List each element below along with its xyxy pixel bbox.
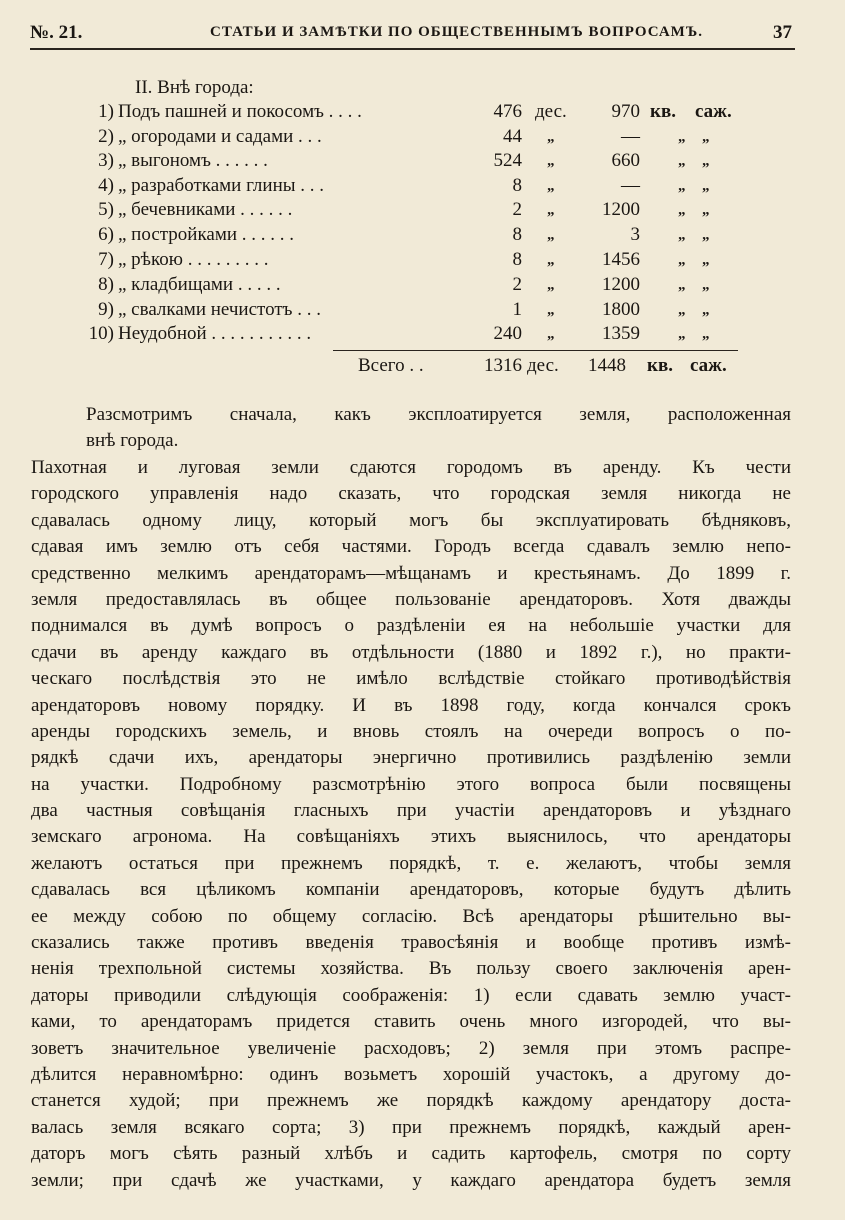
row-label: „ выгономъ . . . . . . bbox=[118, 150, 268, 171]
issue-number: №. 21. bbox=[30, 22, 83, 43]
row-des: 8 bbox=[512, 249, 522, 270]
total-des: 1316 bbox=[484, 355, 522, 376]
row-unit-kv: „ bbox=[678, 227, 686, 243]
row-des: 240 bbox=[493, 323, 522, 344]
row-label: Неудобной . . . . . . . . . . . bbox=[118, 323, 312, 344]
row-des: 2 bbox=[512, 274, 522, 295]
text-line: городского управленія надо сказать, что городская земля никогда не bbox=[31, 483, 791, 505]
row-index: 4) bbox=[98, 175, 114, 196]
running-header bbox=[30, 22, 792, 46]
row-index: 6) bbox=[98, 224, 114, 245]
row-unit-des: дес. bbox=[535, 101, 567, 122]
row-unit-kv: „ bbox=[678, 178, 686, 194]
row-unit-sazh: „ bbox=[702, 252, 710, 268]
total-sq: 1448 bbox=[588, 355, 626, 376]
text-line: сдавая имъ землю отъ себя частями. Городъ всегда сдавалъ землю непо- bbox=[31, 536, 791, 558]
row-unit-kv: „ bbox=[678, 302, 686, 318]
row-unit-kv: „ bbox=[678, 202, 686, 218]
text-line: сдачи въ аренду каждаго въ отдѣльности (1880 и 1892 г.), но практи- bbox=[31, 641, 791, 663]
row-unit-des: „ bbox=[547, 202, 555, 218]
row-index: 2) bbox=[98, 126, 114, 147]
row-index: 1) bbox=[98, 101, 114, 122]
row-index: 5) bbox=[98, 199, 114, 220]
row-sq: 1800 bbox=[602, 299, 640, 320]
row-unit-sazh: „ bbox=[702, 178, 710, 194]
table-row bbox=[0, 323, 845, 347]
total-rule bbox=[333, 350, 738, 351]
row-unit-sazh: „ bbox=[702, 202, 710, 218]
row-sq: 3 bbox=[630, 224, 640, 245]
table-row bbox=[0, 299, 845, 323]
row-index: 7) bbox=[98, 249, 114, 270]
text-line: даторы приводили слѣдующія соображенія: 1) если сдавать землю участ- bbox=[31, 984, 791, 1006]
table-row bbox=[0, 274, 845, 298]
text-line: ческаго послѣдствія это не имѣло вслѣдствіе стойкаго противодѣйствія bbox=[31, 668, 791, 690]
text-line: желаютъ остаться при прежнемъ порядкѣ, т. е. желаютъ, чтобы земля bbox=[31, 852, 791, 874]
text-line: аренды городскихъ земель, и вновь стоялъ на очереди вопросъ о по- bbox=[31, 720, 791, 742]
text-line: ненія трехпольной системы хозяйства. Въ пользу своего заключенія арен- bbox=[31, 958, 791, 980]
table-row bbox=[0, 126, 845, 150]
table-row bbox=[0, 150, 845, 174]
text-line: даторъ могъ сѣять разный хлѣбъ и садить картофель, смотря по сорту bbox=[31, 1143, 791, 1165]
text-line: Пахотная и луговая земли сдаются городомъ въ аренду. Къ чести bbox=[31, 457, 791, 478]
row-sq: 1200 bbox=[602, 199, 640, 220]
table-row bbox=[0, 249, 845, 273]
row-label: „ огородами и садами . . . bbox=[118, 126, 322, 147]
text-line: ее между собою по общему согласію. Всѣ арендаторы рѣшительно вы- bbox=[31, 905, 791, 927]
text-line: на участки. Подробному разсмотрѣнію этого вопроса были посвящены bbox=[31, 773, 791, 795]
row-unit-sazh: „ bbox=[702, 326, 710, 342]
row-sq: 970 bbox=[611, 101, 640, 122]
row-unit-des: „ bbox=[547, 277, 555, 293]
row-unit-sazh: „ bbox=[702, 277, 710, 293]
text-line: земля предоставлялась въ общее пользованіе арендаторовъ. Хотя дважды bbox=[31, 588, 791, 610]
text-line: сдавалась вся цѣликомъ компаніи арендаторовъ, которые будутъ дѣлить bbox=[31, 879, 791, 901]
paragraph-main bbox=[31, 455, 791, 1194]
text-line: валась земля всякаго сорта; 3) при прежнемъ порядкѣ, каждый арен- bbox=[31, 1116, 791, 1138]
row-label: „ разработками глины . . . bbox=[118, 175, 325, 196]
row-unit-sazh: „ bbox=[702, 153, 710, 169]
row-label: Подъ пашней и покосомъ . . . . bbox=[118, 101, 362, 122]
row-sq: — bbox=[621, 126, 640, 147]
row-des: 524 bbox=[493, 150, 522, 171]
table-row bbox=[0, 175, 845, 199]
row-unit-kv: „ bbox=[678, 153, 686, 169]
row-index: 3) bbox=[98, 150, 114, 171]
table-row bbox=[0, 199, 845, 223]
header-rule bbox=[30, 48, 795, 50]
row-label: „ постройками . . . . . . bbox=[118, 224, 295, 245]
page-number: 37 bbox=[773, 22, 792, 43]
row-index: 8) bbox=[98, 274, 114, 295]
row-unit-des: „ bbox=[547, 178, 555, 194]
row-sq: 1200 bbox=[602, 274, 640, 295]
text-line: дѣлится неравномѣрно: одинъ возьметъ хорошій участокъ, а другому до- bbox=[31, 1063, 791, 1085]
total-unit-sazh: саж. bbox=[690, 355, 727, 376]
row-des: 1 bbox=[512, 299, 522, 320]
text-line: станется худой; при прежнемъ же порядкѣ каждому арендатору доста- bbox=[31, 1090, 791, 1112]
row-unit-kv: „ bbox=[678, 129, 686, 145]
row-sq: 1359 bbox=[602, 323, 640, 344]
text-line: два частныя совѣщанія гласныхъ при участіи арендаторовъ и уѣзднаго bbox=[31, 800, 791, 822]
row-unit-kv: „ bbox=[678, 252, 686, 268]
row-unit-des: „ bbox=[547, 252, 555, 268]
text-line: внѣ города. bbox=[86, 430, 179, 452]
row-unit-kv: „ bbox=[678, 277, 686, 293]
row-unit-des: „ bbox=[547, 153, 555, 169]
row-unit-des: „ bbox=[547, 326, 555, 342]
row-unit-kv: кв. bbox=[650, 101, 676, 122]
text-line: рядкѣ сдачи ихъ, арендаторы энергично противились раздѣленію земли bbox=[31, 747, 791, 769]
table-total-row bbox=[0, 355, 845, 381]
row-des: 44 bbox=[503, 126, 522, 147]
row-unit-sazh: „ bbox=[702, 227, 710, 243]
row-des: 476 bbox=[493, 101, 522, 122]
text-line: арендаторовъ новому порядку. И въ 1898 году, когда кончался срокъ bbox=[31, 694, 791, 716]
row-label: „ рѣкою . . . . . . . . . bbox=[118, 249, 269, 270]
total-unit-des: дес. bbox=[527, 355, 559, 376]
row-des: 8 bbox=[512, 175, 522, 196]
row-unit-des: „ bbox=[547, 302, 555, 318]
paragraph-intro bbox=[86, 402, 791, 455]
table-row bbox=[0, 224, 845, 248]
total-unit-kv: кв. bbox=[647, 355, 673, 376]
row-des: 8 bbox=[512, 224, 522, 245]
row-label: „ свалками нечистотъ . . . bbox=[118, 299, 321, 320]
row-unit-des: „ bbox=[547, 227, 555, 243]
row-unit-des: „ bbox=[547, 129, 555, 145]
text-line: сказались также противъ введенія травосѣянія и вообще противъ измѣ- bbox=[31, 932, 791, 954]
text-line: земли; при сдачѣ же участками, у каждаго арендатора будетъ земля bbox=[31, 1169, 791, 1191]
total-label: Всего . . bbox=[358, 355, 424, 376]
row-index: 10) bbox=[88, 323, 114, 344]
section-title: СТАТЬИ И ЗАМѢТКИ ПО ОБЩЕСТВЕННЫМЪ ВОПРОСАМЪ. bbox=[210, 24, 704, 40]
text-line: поднимался въ думѣ вопросъ о раздѣленіи ея на небольшіе участки для bbox=[31, 615, 791, 637]
row-unit-sazh: „ bbox=[702, 129, 710, 145]
row-label: „ кладбищами . . . . . bbox=[118, 274, 281, 295]
row-index: 9) bbox=[98, 299, 114, 320]
row-unit-sazh: „ bbox=[702, 302, 710, 318]
text-line: земскаго агронома. На совѣщаніяхъ этихъ выяснилось, что арендаторы bbox=[31, 826, 791, 848]
row-unit-kv: „ bbox=[678, 326, 686, 342]
row-sq: 660 bbox=[611, 150, 640, 171]
text-line: средственно мелкимъ арендаторамъ—мѣщанамъ и крестьянамъ. До 1899 г. bbox=[31, 562, 791, 584]
table-heading: II. Внѣ города: bbox=[135, 77, 254, 98]
text-line: сдавалась одному лицу, который могъ бы эксплуатировать бѣдняковъ, bbox=[31, 509, 791, 531]
text-line: Разсмотримъ сначала, какъ эксплоатируется земля, расположенная bbox=[86, 404, 791, 425]
text-line: зоветъ значительное увеличеніе расходовъ; 2) земля при этомъ распре- bbox=[31, 1037, 791, 1059]
row-des: 2 bbox=[512, 199, 522, 220]
table-row bbox=[0, 101, 845, 125]
row-unit-sazh: саж. bbox=[695, 101, 732, 122]
row-sq: 1456 bbox=[602, 249, 640, 270]
text-line: ками, то арендаторамъ придется ставить очень много изгородей, что вы- bbox=[31, 1011, 791, 1033]
row-label: „ бечевниками . . . . . . bbox=[118, 199, 293, 220]
row-sq: — bbox=[621, 175, 640, 196]
